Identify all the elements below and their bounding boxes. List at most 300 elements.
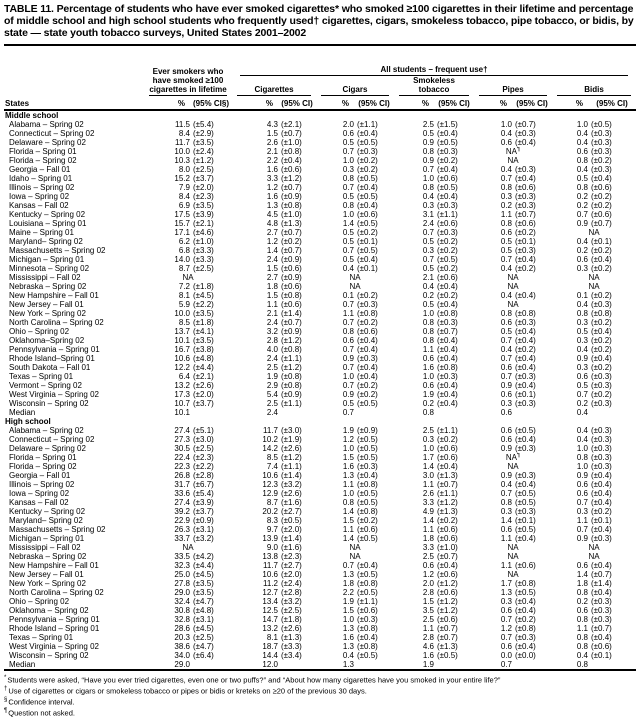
ci-cell: (±2.3) [193, 192, 214, 201]
value-cell: 30.5 [174, 444, 190, 453]
ci-cell: (±0.4) [515, 435, 536, 444]
ci-cell: (±0.7) [281, 246, 302, 255]
ci-cell: (±0.6) [357, 210, 378, 219]
ci-cell [354, 408, 394, 417]
ci-cell: (±4.6) [193, 228, 214, 237]
ci-cell: (±3.3) [193, 255, 214, 264]
ci-cell: (±0.8) [357, 579, 378, 588]
ci-cell: (±0.8) [281, 291, 302, 300]
ci-cell: (±0.3) [591, 165, 612, 174]
ci-cell: (±0.2) [357, 318, 378, 327]
ci-cell: (±0.3) [591, 444, 612, 453]
value-cell: 0.8 [342, 201, 354, 210]
ci-cell: (±0.4) [437, 462, 458, 471]
value-cell: 0.4 [422, 192, 434, 201]
value-cell: 4.3 [266, 120, 278, 129]
ci-cell: (±0.7) [437, 480, 458, 489]
state-cell: Alabama – Spring 02 [9, 426, 84, 435]
state-cell: Alabama – Spring 02 [9, 120, 84, 129]
value-cell: 7.4 [266, 462, 278, 471]
ci-cell: (±4.4) [193, 363, 214, 372]
value-cell: 1.0 [422, 309, 434, 318]
value-cell: 2.4 [422, 219, 434, 228]
value-cell: 0.9 [422, 138, 434, 147]
table-row [4, 129, 636, 138]
value-cell: 2.8 [422, 633, 434, 642]
value-cell: 1.1 [342, 525, 354, 534]
table-row [4, 435, 636, 444]
value-cell: 2.5 [422, 426, 434, 435]
ci-cell: (±3.2) [281, 597, 302, 606]
value-cell: 0.7 [500, 633, 512, 642]
state-cell: Oklahoma – Spring 02 [9, 606, 89, 615]
value-cell: 1.0 [342, 489, 354, 498]
ci-cell: (±0.7) [437, 552, 458, 561]
ci-cell: (±0.4) [437, 399, 458, 408]
value-cell: 0.6 [500, 228, 512, 237]
value-cell: 2.4 [266, 255, 278, 264]
value-cell: 7.2 [178, 282, 190, 291]
state-cell: Oklahoma–Spring 02 [9, 336, 85, 345]
value-cell: 2.2 [342, 588, 354, 597]
ci-cell: (±0.3) [591, 453, 612, 462]
value-cell: 17.3 [174, 390, 190, 399]
table-row [4, 543, 636, 552]
table-row [4, 318, 636, 327]
ci-cell: (±0.2) [591, 507, 612, 516]
group-header-bidis: Bidis [552, 76, 636, 96]
ci-cell: (±0.4) [591, 561, 612, 570]
value-cell: 0.7 [342, 300, 354, 309]
value-cell: 0.5 [342, 138, 354, 147]
ci-cell: (±3.4) [281, 651, 302, 660]
value-cell: 0.3 [500, 507, 512, 516]
value-cell: 0.7 [500, 660, 512, 669]
state-cell: Kentucky – Spring 02 [9, 507, 86, 516]
value-cell: 1.7 [422, 453, 434, 462]
value-cell: 3.0 [422, 471, 434, 480]
value-cell: 0.5 [422, 237, 434, 246]
ci-cell: (±0.3) [357, 354, 378, 363]
ci-cell: (±5.4) [193, 120, 214, 129]
ci-cell: (±0.6) [437, 525, 458, 534]
table-row [4, 507, 636, 516]
ci-cell: (±0.3) [515, 201, 536, 210]
ci-cell: (±1.0) [437, 543, 458, 552]
table-row [4, 534, 636, 543]
value-cell: 33.7 [174, 534, 190, 543]
value-cell: 25.0 [174, 570, 190, 579]
value-cell: 0.2 [576, 192, 588, 201]
value-cell: 4.8 [266, 219, 278, 228]
value-cell: 0.2 [422, 399, 434, 408]
state-cell: Wisconsin – Spring 02 [9, 399, 89, 408]
ci-cell: (±4.8) [193, 606, 214, 615]
value-cell: 1.9 [266, 372, 278, 381]
ci-cell: (±3.8) [193, 345, 214, 354]
value-cell: 0.5 [342, 255, 354, 264]
value-cell: 1.0 [422, 174, 434, 183]
ci-cell: (±0.5) [437, 183, 458, 192]
ci-cell: (±1.1) [437, 210, 458, 219]
table-row [4, 138, 636, 147]
na-cell: NA¶ [505, 147, 521, 156]
value-cell: 1.1 [576, 624, 588, 633]
ci-cell: (±0.8) [281, 147, 302, 156]
ci-cell: (±0.5) [357, 489, 378, 498]
group-header-cigarettes: Cigarettes [232, 76, 316, 96]
ci-cell: (±0.7) [515, 210, 536, 219]
ci-cell: (±0.4) [357, 633, 378, 642]
state-cell: Illinois – Spring 02 [9, 183, 75, 192]
ci-cell: (±0.4) [515, 255, 536, 264]
table-row [4, 426, 636, 435]
value-cell: 0.9 [342, 390, 354, 399]
value-cell: 0.7 [576, 498, 588, 507]
ci-cell: (±0.4) [437, 381, 458, 390]
value-cell: 33.6 [174, 489, 190, 498]
value-cell: 13.2 [262, 624, 278, 633]
ci-cell: (±0.2) [591, 336, 612, 345]
value-cell: 0.7 [500, 174, 512, 183]
ci-cell: (±0.3) [437, 147, 458, 156]
ci-cell: (±4.5) [193, 291, 214, 300]
ci-cell [190, 660, 232, 670]
ci-cell: (±2.4) [281, 579, 302, 588]
ci-cell: (±0.4) [437, 354, 458, 363]
ci-cell: (±0.4) [515, 363, 536, 372]
value-cell: 4.6 [422, 642, 434, 651]
ci-cell: (±2.3) [281, 552, 302, 561]
ci-cell: (±0.5) [357, 444, 378, 453]
value-cell: 38.6 [174, 642, 190, 651]
ci-cell: (±0.5) [357, 453, 378, 462]
ci-cell: (±0.4) [437, 192, 458, 201]
ci-cell: (±0.4) [437, 390, 458, 399]
ci-cell: (±0.9) [281, 327, 302, 336]
value-cell: 1.4 [500, 516, 512, 525]
na-cell: NA [588, 282, 600, 291]
na-cell: NA [507, 300, 519, 309]
ci-cell: (±0.6) [515, 219, 536, 228]
ci-cell: (±3.5) [193, 588, 214, 597]
value-cell: 1.6 [422, 363, 434, 372]
ci-cell: (±0.3) [357, 615, 378, 624]
value-cell: 4.9 [422, 507, 434, 516]
ci-cell: (±0.4) [357, 336, 378, 345]
ci-cell: (±1.2) [281, 336, 302, 345]
ci-cell: (±0.5) [515, 525, 536, 534]
ci-cell: (±0.2) [357, 381, 378, 390]
ci-cell: (±1.6) [281, 543, 302, 552]
ci-cell: (±2.9) [193, 129, 214, 138]
value-cell: 0.5 [342, 237, 354, 246]
value-cell: 0.3 [342, 165, 354, 174]
ci-cell: (±3.9) [193, 210, 214, 219]
value-cell: 32.4 [174, 597, 190, 606]
value-cell: 0.3 [500, 399, 512, 408]
ci-cell: (±0.4) [591, 480, 612, 489]
ci-cell: (±0.2) [515, 615, 536, 624]
table-row [4, 660, 636, 670]
value-cell: 0.6 [576, 480, 588, 489]
value-cell: 1.0 [342, 372, 354, 381]
table-row [4, 309, 636, 318]
value-cell: 1.4 [422, 462, 434, 471]
ci-cell: (±2.0) [281, 525, 302, 534]
pct-header: % [552, 96, 588, 110]
value-cell: 1.1 [500, 534, 512, 543]
value-cell: 1.1 [422, 480, 434, 489]
value-cell: 1.6 [422, 651, 434, 660]
ci-cell: (±0.5) [357, 399, 378, 408]
ci-cell: (±4.1) [193, 327, 214, 336]
ci-cell: (±0.4) [357, 183, 378, 192]
table-row [4, 345, 636, 354]
ci-cell: (±1.2) [281, 174, 302, 183]
value-cell: 12.0 [262, 660, 278, 669]
ci-cell [190, 408, 232, 417]
value-cell: 5.9 [178, 300, 190, 309]
ci-cell: (±0.3) [591, 462, 612, 471]
value-cell: 1.4 [576, 570, 588, 579]
value-cell: 0.2 [576, 597, 588, 606]
ci-cell: (±0.8) [357, 642, 378, 651]
ci-cell: (±4.8) [193, 354, 214, 363]
value-cell: 13.7 [174, 327, 190, 336]
table-row [4, 390, 636, 399]
value-cell: 30.8 [174, 606, 190, 615]
footnote: §Confidence interval. [4, 697, 75, 707]
ci-cell: (±0.2) [515, 345, 536, 354]
value-cell: 2.6 [422, 489, 434, 498]
value-cell: 1.0 [576, 120, 588, 129]
value-cell: 1.5 [266, 129, 278, 138]
ci-cell: (±1.0) [281, 210, 302, 219]
ci-cell: (±0.5) [515, 426, 536, 435]
value-cell: 1.1 [576, 516, 588, 525]
ci-cell: (±1.3) [437, 642, 458, 651]
ci-cell: (±4.7) [193, 597, 214, 606]
ci-cell: (±3.7) [193, 507, 214, 516]
ci-cell: (±0.3) [515, 165, 536, 174]
ci-cell: (±0.6) [357, 327, 378, 336]
tobacco-table [4, 44, 636, 671]
ci-cell: (±0.2) [357, 291, 378, 300]
state-cell: Median [9, 660, 36, 669]
ci-header: (95% CI§) [190, 96, 232, 110]
table-row [4, 336, 636, 345]
table-row [4, 408, 636, 417]
pct-header: % [232, 96, 278, 110]
ci-cell: (±0.4) [515, 336, 536, 345]
ci-cell [512, 660, 552, 670]
ci-cell: (±3.2) [281, 480, 302, 489]
state-cell: New Hampshire – Fall 01 [9, 561, 99, 570]
value-cell: 1.3 [342, 471, 354, 480]
ci-cell: (±0.6) [437, 174, 458, 183]
na-cell: NA [182, 273, 194, 282]
value-cell: 1.2 [500, 624, 512, 633]
ci-cell: (±0.3) [515, 471, 536, 480]
ci-cell: (±0.1) [515, 237, 536, 246]
value-cell: 1.1 [266, 300, 278, 309]
ci-cell: (±1.4) [591, 579, 612, 588]
na-cell: NA [349, 543, 361, 552]
value-cell: 0.3 [422, 246, 434, 255]
table-header [4, 45, 636, 110]
ci-cell: (±0.3) [591, 606, 612, 615]
value-cell: 2.8 [422, 588, 434, 597]
ci-cell: (±0.2) [357, 165, 378, 174]
table-row [4, 579, 636, 588]
ci-cell: (±3.5) [193, 309, 214, 318]
ci-cell: (±0.4) [591, 471, 612, 480]
ci-cell: (±2.8) [193, 471, 214, 480]
states-column-header: States [4, 96, 144, 110]
value-cell: 11.7 [263, 561, 278, 570]
ci-cell: (±0.7) [437, 327, 458, 336]
ci-cell: (±0.2) [591, 318, 612, 327]
value-cell: 0.9 [576, 534, 588, 543]
state-cell: Michigan – Spring 01 [9, 255, 85, 264]
ci-cell: (±0.7) [281, 183, 302, 192]
value-cell: 10.1 [174, 408, 190, 417]
value-cell: 1.4 [342, 507, 354, 516]
state-cell: Ohio – Spring 02 [9, 597, 70, 606]
ci-cell: (±1.8) [193, 282, 214, 291]
ci-cell: (±0.0) [515, 651, 536, 660]
ci-cell: (±0.4) [515, 381, 536, 390]
table-row [4, 300, 636, 309]
ci-cell: (±2.0) [281, 570, 302, 579]
ci-cell: (±0.2) [591, 390, 612, 399]
state-cell: Delaware – Spring 02 [9, 138, 86, 147]
ci-cell: (±0.2) [591, 201, 612, 210]
value-cell: 0.2 [576, 246, 588, 255]
ci-cell: (±2.7) [281, 561, 302, 570]
ci-cell: (±0.2) [437, 516, 458, 525]
ci-cell: (±1.4) [281, 471, 302, 480]
state-cell: Kentucky – Spring 02 [9, 210, 86, 219]
value-cell: 2.0 [422, 579, 434, 588]
ci-cell: (±3.7) [193, 174, 214, 183]
value-cell: 0.7 [342, 147, 354, 156]
state-cell: Rhode Island – Spring 01 [9, 624, 100, 633]
ci-header: (95% CI) [588, 96, 636, 110]
ci-cell: (±0.4) [591, 255, 612, 264]
table-row [4, 480, 636, 489]
value-cell: 0.6 [500, 318, 512, 327]
table-row [4, 444, 636, 453]
value-cell: 1.2 [266, 183, 278, 192]
value-cell: 10.0 [174, 147, 190, 156]
na-cell: NA [507, 273, 519, 282]
ci-cell: (±1.1) [437, 426, 458, 435]
value-cell: 0.7 [342, 363, 354, 372]
value-cell: 2.4 [266, 354, 278, 363]
value-cell: 2.5 [266, 363, 278, 372]
ci-cell: (±0.8) [515, 309, 536, 318]
ci-cell: (±0.5) [437, 255, 458, 264]
value-cell: 1.8 [422, 534, 434, 543]
table-row [4, 372, 636, 381]
value-cell: 0.1 [576, 291, 588, 300]
state-cell: Florida – Spring 02 [9, 156, 77, 165]
value-cell: 9.0 [266, 543, 278, 552]
value-cell: 18.7 [262, 642, 278, 651]
ci-cell: (±0.3) [591, 138, 612, 147]
value-cell: 10.1 [174, 336, 190, 345]
ci-cell: (±0.6) [357, 525, 378, 534]
header-row-top [4, 45, 636, 76]
value-cell: 2.4 [266, 318, 278, 327]
value-cell: 10.6 [174, 354, 190, 363]
value-cell: 6.2 [178, 237, 190, 246]
ci-cell: (±0.2) [515, 228, 536, 237]
value-cell: 1.8 [266, 282, 278, 291]
ci-cell: (±1.2) [437, 606, 458, 615]
ci-cell: (±0.5) [357, 651, 378, 660]
state-cell: New York – Spring 02 [9, 309, 86, 318]
value-cell: 27.8 [174, 579, 190, 588]
value-cell: 0.5 [500, 246, 512, 255]
ci-cell: (±0.1) [515, 516, 536, 525]
ci-cell: (±4.2) [193, 552, 214, 561]
ci-cell [434, 408, 474, 417]
ci-cell: (±0.2) [357, 156, 378, 165]
state-cell: Illinois – Spring 02 [9, 480, 75, 489]
ci-cell: (±0.6) [515, 183, 536, 192]
ci-cell: (±0.6) [437, 453, 458, 462]
state-cell: Pennsylvania – Spring 01 [9, 345, 100, 354]
state-cell: Florida – Spring 01 [9, 147, 77, 156]
ci-cell: (±0.3) [591, 597, 612, 606]
value-cell: 9.7 [266, 525, 278, 534]
value-cell: 10.3 [174, 156, 190, 165]
value-cell: 0.5 [576, 327, 588, 336]
ci-cell: (±0.9) [281, 273, 302, 282]
ci-cell: (±0.5) [357, 570, 378, 579]
ci-header: (95% CI) [354, 96, 394, 110]
ci-cell: (±0.3) [591, 435, 612, 444]
value-cell: 8.1 [178, 291, 190, 300]
value-cell: 1.4 [422, 516, 434, 525]
na-cell: NA [349, 552, 361, 561]
state-cell: Kansas – Fall 02 [9, 498, 69, 507]
value-cell: 0.6 [500, 435, 512, 444]
value-cell: 27.3 [174, 435, 190, 444]
ci-cell: (±2.2) [193, 300, 214, 309]
ci-cell: (±5.4) [193, 489, 214, 498]
value-cell: 0.4 [576, 300, 588, 309]
value-cell: 0.4 [576, 165, 588, 174]
value-cell: 0.4 [500, 345, 512, 354]
ci-cell: (±0.4) [437, 561, 458, 570]
value-cell: 1.8 [342, 579, 354, 588]
table-row [4, 192, 636, 201]
ci-cell: (±1.9) [281, 435, 302, 444]
value-cell: 20.2 [262, 507, 278, 516]
state-cell: West Virginia – Spring 02 [9, 642, 99, 651]
value-cell: 29.0 [174, 588, 190, 597]
ci-cell: (±0.3) [437, 372, 458, 381]
value-cell: 1.1 [500, 210, 512, 219]
value-cell: 1.0 [500, 120, 512, 129]
value-cell: 10.0 [174, 309, 190, 318]
value-cell: 0.6 [576, 561, 588, 570]
table-row [4, 273, 636, 282]
